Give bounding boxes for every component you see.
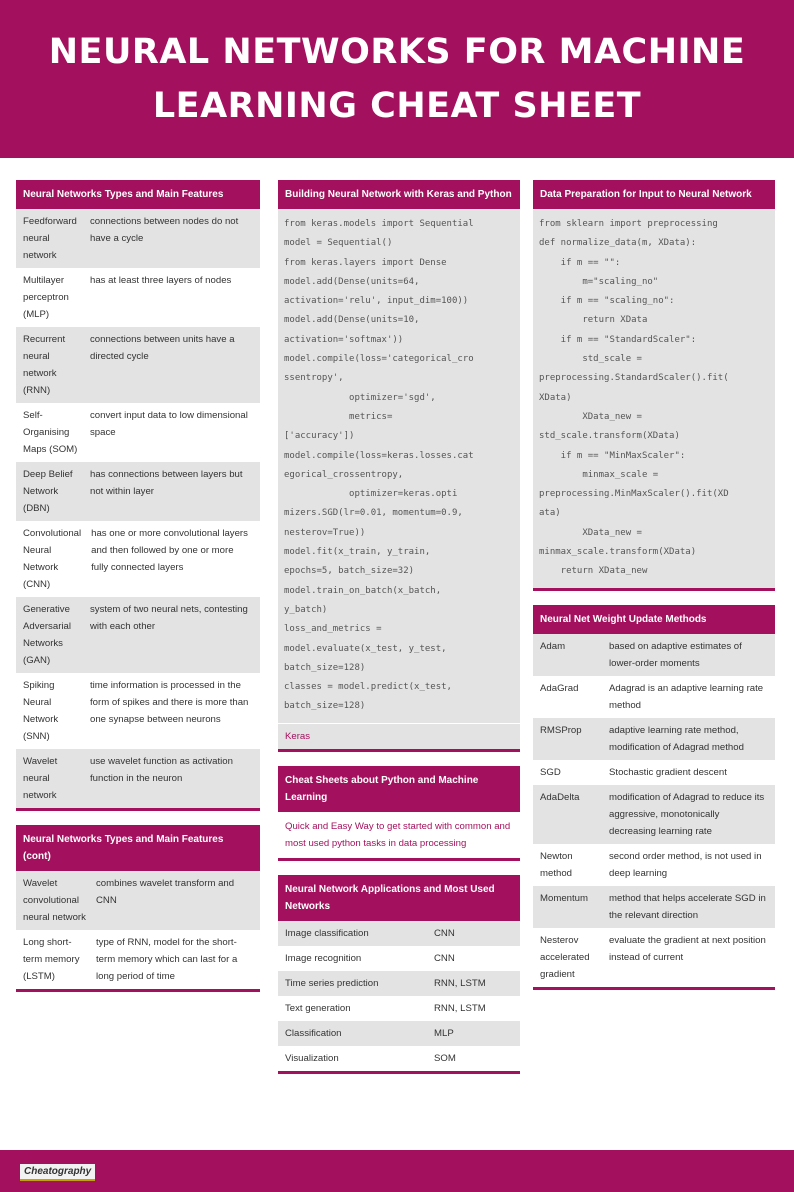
description-cell: Adagrad is an adaptive learning rate method [609, 682, 764, 711]
term-cell: Multilayer perceptron (MLP) [23, 275, 69, 320]
table-row [533, 886, 775, 928]
table-row [278, 1046, 520, 1071]
section-title: Cheat Sheets about Python and Machine Learning [278, 766, 520, 812]
term-cell: Classification [285, 1027, 342, 1039]
term-cell: Wavelet neural network [23, 756, 58, 801]
term-cell: Image classification [285, 927, 369, 939]
section-keras [278, 180, 520, 752]
term-cell: Momentum [540, 892, 588, 904]
table-row [533, 634, 775, 676]
description-cell: method that helps accelerate SGD in the relevant direction [609, 892, 766, 921]
description-cell: combines wavelet transform and CNN [96, 878, 235, 906]
section-title: Building Neural Network with Keras and Python [278, 180, 520, 209]
description-cell: type of RNN, model for the short-term memory which can last for a long period of time [96, 937, 238, 982]
term-cell: Image recognition [285, 952, 362, 964]
section-title: Data Preparation for Input to Neural Network [533, 180, 775, 209]
term-cell: AdaGrad [540, 682, 579, 694]
types-cont-table [16, 871, 260, 989]
term-cell: RMSProp [540, 724, 582, 736]
table-row [278, 921, 520, 946]
description-cell: RNN, LSTM [434, 977, 486, 989]
table-row [16, 209, 260, 268]
column-left [16, 180, 260, 1006]
term-cell: Feedforward neural network [23, 216, 77, 261]
table-row [533, 676, 775, 718]
term-cell: AdaDelta [540, 791, 580, 803]
applications-table [278, 921, 520, 1071]
description-cell: CNN [434, 952, 455, 964]
term-cell: Convolutional Neural Network (CNN) [23, 528, 82, 590]
table-row [16, 930, 260, 989]
section-nn-types [16, 180, 260, 811]
description-cell: SOM [434, 1052, 456, 1064]
table-row [16, 597, 260, 673]
page-header [0, 0, 794, 158]
description-cell: CNN [434, 927, 455, 939]
cheat-sheets-link[interactable]: Quick and Easy Way to get started with common and most used python tasks in data processing [278, 812, 520, 858]
table-row [16, 462, 260, 521]
types-table [16, 209, 260, 808]
term-cell: Spiking Neural Network (SNN) [23, 680, 59, 742]
description-cell: has at least three layers of nodes [90, 275, 232, 286]
term-cell: Nesterov accelerated gradient [540, 934, 590, 980]
description-cell: Stochastic gradient descent [609, 766, 727, 778]
code-block: from sklearn import preprocessing def normalize_data(m, XData): if m == "": m="scaling_no" if m == "scaling_no": return XData if m == "StandardScaler": std_scale = preprocessing.StandardScaler().fit( XData) XData_new = std_scale.transform(XData) if m == "MinMaxScaler": minmax_scale = preprocessing.MinMaxScaler().fit(XD ata) XData_new = minmax_scale.transform(XData) return XData_new [533, 209, 775, 588]
table-row [278, 996, 520, 1021]
term-cell: Deep Belief Network (DBN) [23, 469, 73, 514]
table-row [16, 871, 260, 930]
keras-link[interactable]: Keras [278, 723, 520, 749]
term-cell: Time series prediction [285, 977, 379, 989]
table-row [16, 268, 260, 327]
page-title-line-1: NEURAL NETWORKS FOR MACHINE [48, 32, 746, 72]
description-cell: RNN, LSTM [434, 1002, 486, 1014]
term-cell: Newton method [540, 850, 573, 879]
description-cell: based on adaptive estimates of lower-order moments [609, 640, 742, 669]
description-cell: has one or more convolutional layers and then followed by one or more fully connected layers [91, 528, 248, 573]
section-title: Neural Net Weight Update Methods [533, 605, 775, 634]
term-cell: Adam [540, 640, 566, 652]
section-applications [278, 875, 520, 1074]
page-title-line-2: LEARNING CHEAT SHEET [152, 86, 642, 126]
table-row [533, 928, 775, 987]
section-cheat-sheets [278, 766, 520, 861]
term-cell: Generative Adversarial Networks (GAN) [23, 604, 71, 666]
term-cell: Wavelet convolutional neural network [23, 878, 86, 923]
table-row [16, 521, 260, 597]
table-row [278, 946, 520, 971]
section-title: Neural Network Applications and Most Used Networks [278, 875, 520, 921]
description-cell: adaptive learning rate method, modification of Adagrad method [609, 724, 744, 753]
section-weight-update [533, 605, 775, 990]
term-cell: Text generation [285, 1002, 351, 1014]
column-middle [278, 180, 520, 1088]
description-cell: MLP [434, 1027, 454, 1039]
table-row [533, 844, 775, 886]
term-cell: Recurrent neural network (RNN) [23, 334, 66, 396]
description-cell: connections between nodes do not have a cycle [90, 216, 239, 244]
term-cell: SGD [540, 766, 561, 778]
section-title: Neural Networks Types and Main Features (cont) [16, 825, 260, 871]
term-cell: Visualization [285, 1052, 339, 1064]
description-cell: modification of Adagrad to reduce its aggressive, monotonically decreasing learning rate [609, 791, 765, 837]
code-block: from keras.models import Sequential model = Sequential() from keras.layers import Dense model.add(Dense(units=64, activation='relu', input_dim=100)) model.add(Dense(units=10, activation='softmax')) model.compile(loss='categorical_cro ssentropy', optimizer='sgd', metrics= ['accuracy']) model.compile(loss=keras.losses.cat egorical_crossentropy, optimizer=keras.opti mizers.SGD(lr=0.01, momentum=0.9, nesterov=True)) model.fit(x_train, y_train, epochs=5, batch_size=32) model.train_on_batch(x_batch, y_batch) loss_and_metrics = model.evaluate(x_test, y_test, batch_size=128) classes = model.predict(x_test, batch_size=128) [278, 209, 520, 723]
table-row [278, 971, 520, 996]
column-right [533, 180, 775, 1004]
section-data-prep [533, 180, 775, 591]
table-row [278, 1021, 520, 1046]
table-row [16, 327, 260, 403]
table-row [533, 718, 775, 760]
description-cell: system of two neural nets, contesting with each other [90, 604, 248, 632]
description-cell: second order method, is not used in deep learning [609, 850, 762, 879]
description-cell: use wavelet function as activation function in the neuron [90, 756, 233, 784]
term-cell: Long short-term memory (LSTM) [23, 937, 80, 982]
section-nn-types-cont [16, 825, 260, 992]
description-cell: time information is processed in the form of spikes and there is more than one synapse between neurons [90, 680, 249, 725]
cheatography-logo[interactable]: Cheatography [20, 1164, 95, 1181]
section-title: Neural Networks Types and Main Features [16, 180, 260, 209]
description-cell: has connections between layers but not within layer [90, 469, 243, 497]
table-row [16, 673, 260, 749]
term-cell: Self-Organising Maps (SOM) [23, 410, 78, 455]
description-cell: connections between units have a directed cycle [90, 334, 235, 362]
table-row [533, 760, 775, 785]
table-row [533, 785, 775, 844]
page-footer [0, 1150, 794, 1192]
weights-table [533, 634, 775, 987]
description-cell: evaluate the gradient at next position instead of current [609, 934, 766, 963]
table-row [16, 749, 260, 808]
table-row [16, 403, 260, 462]
description-cell: convert input data to low dimensional space [90, 410, 248, 438]
